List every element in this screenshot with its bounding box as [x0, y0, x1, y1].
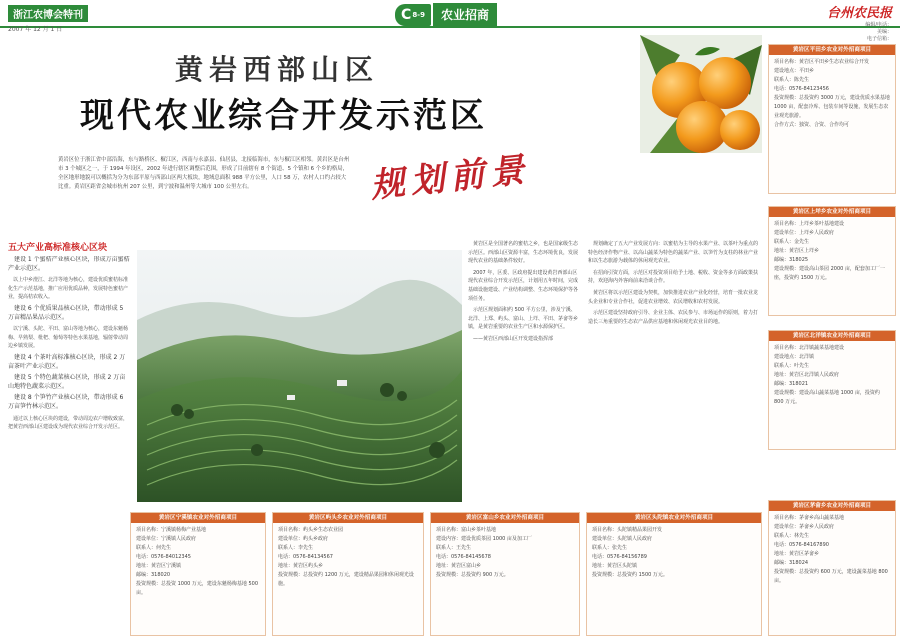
project-detail-line: 电话：0576-84012345: [136, 554, 191, 560]
project-detail-line: 项目名称：茅畲乡高山蔬菜基地: [774, 515, 845, 521]
project-detail-line: 电话：0576-84134567: [278, 554, 333, 560]
investment-project-box: [768, 206, 896, 316]
project-detail-line: 建设规模：建设高山蔬菜基地 1000 亩，投资约 800 万元。: [774, 390, 880, 405]
project-box-title: 黄岩区茅畲乡农业对外招商项目: [769, 501, 895, 511]
oranges-photo: [640, 35, 762, 153]
project-detail-line: 项目名称：上垟乡茶叶基地建设: [774, 221, 845, 227]
project-detail-line: 建设地点：北洋镇: [774, 354, 815, 360]
project-detail-line: 电话：0576-84145678: [436, 554, 491, 560]
project-detail-line: 联系人：叶先生: [774, 363, 810, 369]
project-box-title: 黄岩区屿头乡农业对外招商项目: [273, 513, 423, 523]
article-column-3: [588, 240, 760, 508]
mountain-terraces-photo: [137, 250, 462, 502]
headline-line-2: 现代农业综合开发示范区: [80, 96, 487, 136]
project-detail-line: 地址：黄岩区北洋镇人民政府: [774, 372, 840, 378]
column-3-paragraph: 示范区建设坚持政府引导、企业主体、农民参与、市场运作的原则，着力打造长三角重要的生态农产品供应基地和休闲观光农业目的地。: [588, 310, 759, 325]
project-detail-line: 联系人：张先生: [592, 545, 628, 551]
project-box-title: 黄岩区平田乡农业对外招商项目: [769, 45, 895, 55]
section-title: 农业招商: [433, 3, 497, 26]
project-detail-line: 电话：0576-84123456: [774, 86, 829, 92]
column-1-paragraph: 通过以上核心区块的建设，带动周边农户增收致富，把黄岩西部山区建设成为现代农业综合开发示范区。: [8, 415, 129, 431]
masthead: [0, 0, 900, 42]
column-1-paragraph: 建设 5 个特色蔬菜核心区块，形成 2 万亩山地特色蔬菜示范区。: [8, 374, 126, 390]
column-2-paragraph: 黄岩区是全国著名的蜜桔之乡，也是国家级生态示范区。西部山区资源丰富，生态环境优良，发展现代农业的基础条件较好。: [468, 241, 579, 265]
project-detail-line: 投资规模：总投资约 1200 万元，建设精品果园和休闲观光设施。: [278, 572, 414, 587]
project-detail-line: 项目名称：黄岩区平田乡生态农业综合开发: [774, 59, 870, 65]
investment-project-box: [430, 512, 580, 636]
project-detail-line: 建设单位：茅畲乡人民政府: [774, 524, 835, 530]
designer-info: 美编：: [876, 29, 892, 35]
page-section-header: [395, 3, 497, 26]
column-1-paragraph: 建设 6 个优质果品核心区块，带动形成 5 万亩精品果品示范区。: [8, 304, 124, 321]
project-detail-line: 项目名称：宁溪镇杨梅产业基地: [136, 527, 207, 533]
project-detail-line: 建设单位：屿头乡政府: [278, 536, 329, 542]
project-detail-line: 投资规模：总投资约 900 万元。: [436, 572, 509, 578]
column-2-paragraph: 2007 年，区委、区政府提出建设黄岩西部山区现代农业综合开发示范区，计划用五年时间，完成基础设施建设、产业结构调整、生态环境保护等各项任务。: [468, 269, 579, 302]
project-detail-line: 地址：黄岩区头陀镇: [592, 563, 638, 569]
project-detail-line: 建设规模：建设高山茶园 2000 亩，配套加工厂一座，投资约 1500 万元。: [774, 266, 885, 281]
column-1-lead: 建设 1 个蜜桔产业核心区块，形成万亩蜜桔产业示范区。: [8, 256, 130, 272]
project-detail-line: 电话：0576-84167890: [774, 542, 829, 548]
project-detail-line: 邮编：318024: [774, 560, 809, 566]
investment-project-box: [272, 512, 424, 636]
column-3-paragraph: 在招商引资方面，示范区对投资项目给予土地、税收、资金等多方面政策扶持，欢迎海内外客商前来洽谈合作。: [588, 269, 759, 285]
project-detail-line: 联系人：李先生: [278, 545, 314, 551]
article-column-1: [8, 256, 130, 526]
column-2-paragraph: 示范区规划面积约 500 平方公里，涉及宁溪、北洋、上郑、屿头、富山、上垟、平田、茅畲等乡镇，是黄岩重要的农业生产区和水源保护区。: [468, 307, 579, 331]
investment-project-box: [586, 512, 762, 636]
column-1-paragraph: 以宁溪、头陀、平田、富山等地为核心，建设东魁杨梅、早熟梨、枇杷、葡萄等特色水果基地，辐射带动周边乡镇发展。: [8, 326, 129, 350]
column-2-paragraph: ——黄岩区西部山区开发建设指挥部: [473, 335, 554, 342]
project-detail-line: 项目名称：头陀镇精品果园开发: [592, 527, 663, 533]
investment-project-box: [768, 330, 896, 450]
project-detail-line: 地址：黄岩区宁溪镇: [136, 563, 182, 569]
project-detail-line: 投资规模：总投资约 3000 万元，建设优质水果基地 1000 亩，配套冷库、包装车间等设施，发展生态农业观光旅游。: [774, 95, 890, 119]
column-3-paragraph: 黄岩区将以示范区建设为契机，加快推进农业产业化经营，培育一批农业龙头企业和专业合作社，促进农业增效、农民增收和农村发展。: [588, 289, 759, 305]
project-detail-line: 建设内容：建设优质茶园 1000 亩及加工厂: [436, 536, 532, 542]
email-info: 电子信箱：: [866, 36, 892, 42]
project-detail-line: 投资规模：总投资约 600 万元，建设蔬菜基地 800 亩。: [774, 569, 888, 584]
investment-project-box: [130, 512, 266, 636]
project-box-title: 黄岩区上垟乡农业对外招商项目: [769, 207, 895, 217]
project-detail-line: 建设单位：宁溪镇人民政府: [136, 536, 197, 542]
page-code: C: [401, 6, 412, 23]
project-box-title: 黄岩区宁溪镇农业对外招商项目: [131, 513, 265, 523]
page-badge: [395, 4, 431, 26]
project-box-title: 黄岩区头陀镇农业对外招商项目: [587, 513, 761, 523]
project-box-title: 黄岩区富山乡农业对外招商项目: [431, 513, 579, 523]
project-detail-line: 邮编：318021: [774, 381, 809, 387]
investment-project-box: [768, 44, 896, 194]
project-detail-line: 联系人：王先生: [436, 545, 472, 551]
section-subhead: 五大产业高标准核心区块: [8, 243, 108, 253]
column-1-paragraph: 以上中乡澄江、北洋等地为核心，建设优质蜜桔标准化生产示范基地，推广应用优质品种，发展特色蜜桔产业，提高桔农收入。: [8, 277, 129, 301]
column-1-paragraph: 建设 8 个笋竹产业核心区块，带动形成 6 万亩笋竹林示范区。: [8, 394, 124, 410]
investment-project-box: [768, 500, 896, 636]
project-detail-line: 合作方式：独资、合资、合作均可: [774, 122, 850, 128]
calligraphy-title: 规划前景: [368, 149, 533, 207]
masthead-right: [827, 2, 892, 42]
special-edition-title: 浙江农博会特刊: [8, 5, 88, 22]
page-number: 8-9: [412, 10, 425, 19]
column-3-paragraph: 规划确定了五大产业发展方向：以蜜桔为主导的水果产业、以茶叶为重点的特色经济作物产业、以高山蔬菜为特色的蔬菜产业、以笋竹为支柱的林业产业和以生态旅游为载体的休闲观光农业。: [588, 241, 759, 265]
column-1-paragraph: 建设 4 个茶叶高标准核心区块，形成 2 万亩茶叶产业示范区。: [8, 353, 126, 370]
project-detail-line: 联系人：何先生: [136, 545, 172, 551]
issue-date: 2007 年 12 月 1 日: [8, 26, 63, 33]
project-detail-line: 项目名称：屿头乡生态农业园: [278, 527, 344, 533]
project-detail-line: 投资规模：总投资 1000 万元，建设东魁杨梅基地 500 亩。: [136, 581, 259, 596]
project-detail-line: 邮编：318020: [136, 572, 171, 578]
project-detail-line: 地址：黄岩区富山乡: [436, 563, 482, 569]
headline-line-1: 黄岩西部山区: [175, 53, 380, 86]
project-detail-line: 地址：黄岩区上垟乡: [774, 248, 820, 254]
project-detail-line: 投资规模：总投资约 1500 万元。: [592, 572, 668, 578]
project-detail-line: 电话：0576-84156789: [592, 554, 647, 560]
project-box-title: 黄岩区北洋镇农业对外招商项目: [769, 331, 895, 341]
project-detail-line: 项目名称：富山乡茶叶基地: [436, 527, 497, 533]
article-column-2: [468, 240, 580, 508]
editor-info: 编辑/电话：: [865, 22, 892, 28]
newspaper-logo: 台州农民报: [826, 6, 892, 21]
project-detail-line: 联系人：陈先生: [774, 77, 810, 83]
project-detail-line: 建设地点：平田乡: [774, 68, 815, 74]
intro-paragraph: 黄岩区位于浙江省中部沿海，东与路桥区、椒江区，西南与永嘉县、仙居县，北接临海市，东与椒江区相邻。黄岩区是台州市 3 个城区之一，于 1994 年设区，2002 年进行辖区调整后范围，形成了目前辖有 8 个街道、5 个镇和 6 个乡的格局，全区地形地貌可以概括为分为东部平原与西部山区两大板块，地域总面积 988 平方公里，人口 58 万，农村人口约占较大比重。黄岩区距省会城市杭州 207 公里，到宁波和温州等大城市 100 公里左右。: [58, 157, 350, 190]
masthead-left: [8, 3, 118, 33]
project-detail-line: 联系人：林先生: [774, 533, 810, 539]
project-detail-line: 地址：黄岩区茅畲乡: [774, 551, 820, 557]
project-detail-line: 项目名称：北洋镇蔬菜基地建设: [774, 345, 845, 351]
project-detail-line: 建设单位：上垟乡人民政府: [774, 230, 835, 236]
project-detail-line: 建设单位：头陀镇人民政府: [592, 536, 653, 542]
project-detail-line: 联系人：金先生: [774, 239, 810, 245]
project-detail-line: 地址：黄岩区屿头乡: [278, 563, 324, 569]
project-detail-line: 邮编：318025: [774, 257, 809, 263]
